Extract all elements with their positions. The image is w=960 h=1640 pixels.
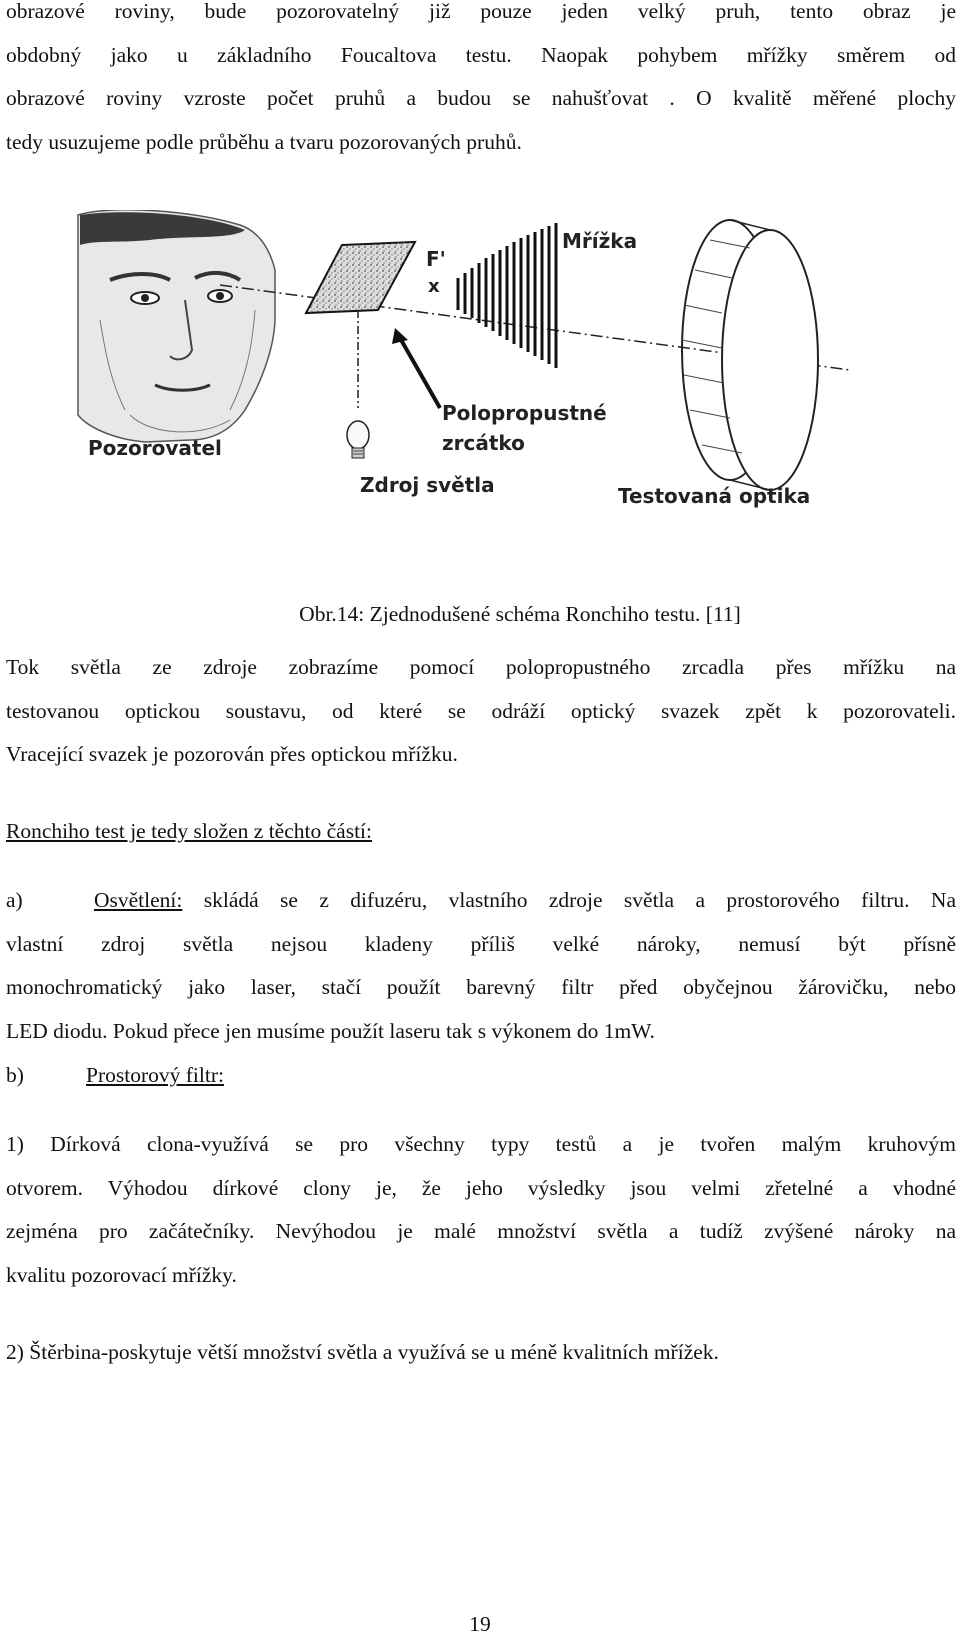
beam-splitter-mirror bbox=[306, 242, 415, 313]
label-observer: Pozorovatel bbox=[88, 436, 222, 460]
ronchi-test-figure bbox=[70, 210, 870, 555]
observer-face-illustration bbox=[78, 210, 275, 442]
label-light-source: Zdroj světla bbox=[360, 473, 495, 497]
light-bulb-icon bbox=[347, 421, 369, 458]
list-item-a bbox=[6, 879, 956, 1053]
list-item-a-line: LED diodu. Pokud přece jen musíme použít laseru tak s výkonem do 1mW. bbox=[6, 1018, 655, 1043]
description-line: Tok světla ze zdroje zobrazíme pomocí polopropustného zrcadla přes mřížku na bbox=[6, 655, 956, 679]
list-item-a-line: vlastní zdroj světla nejsou kladeny příliš velké nároky, nemusí být přísně bbox=[6, 931, 956, 956]
label-grating: Mřížka bbox=[562, 229, 638, 253]
intro-line: obrazové roviny, bude pozorovatelný již pouze jeden velký pruh, tento obraz je bbox=[6, 0, 956, 23]
section-heading bbox=[6, 810, 956, 854]
list-item-1-line: zejména pro začátečníky. Nevýhodou je malé množství světla a tudíž zvýšené nároky na bbox=[6, 1219, 956, 1243]
list-marker-b: b) bbox=[6, 1063, 24, 1087]
label-mirror-line2: zrcátko bbox=[442, 431, 525, 455]
list-item-a-title: Osvětlení: bbox=[94, 888, 183, 912]
list-item-b-title: Prostorový filtr: bbox=[86, 1063, 224, 1087]
description-line: testovanou optickou soustavu, od které se odráží optický svazek zpět k pozorovateli. bbox=[6, 698, 956, 723]
list-item-1 bbox=[6, 1123, 956, 1297]
intro-line: obrazové roviny vzroste počet pruhů a budou se nahušťovat . O kvalitě měřené plochy bbox=[6, 86, 956, 110]
list-marker-a: a) bbox=[6, 888, 23, 912]
tested-optics-lens bbox=[682, 220, 818, 490]
list-item-1-line: otvorem. Výhodou dírkové clony je, že jeho výsledky jsou velmi zřetelné a vhodné bbox=[6, 1175, 956, 1200]
label-tested-optics: Testovaná optika bbox=[618, 484, 811, 508]
list-item-a-text: skládá se z difuzéru, vlastního zdroje světla a prostorového filtru. Na bbox=[182, 888, 956, 912]
label-focus: F' bbox=[426, 247, 446, 271]
list-item-1-line: 1) Dírková clona-využívá se pro všechny typy testů a je tvořen malým kruhovým bbox=[6, 1132, 956, 1156]
page-number: 19 bbox=[469, 1612, 491, 1636]
mirror-pointer-arrow bbox=[392, 328, 440, 408]
grating-illustration bbox=[458, 223, 556, 368]
intro-line: obdobný jako u základního Foucaltova testu. Naopak pohybem mřížky směrem od bbox=[6, 42, 956, 67]
description-line: Vracející svazek je pozorován přes optickou mřížku. bbox=[6, 742, 458, 766]
intro-line: tedy usuzujeme podle průběhu a tvaru pozorovaných pruhů. bbox=[6, 129, 522, 154]
description-paragraph bbox=[6, 646, 956, 777]
list-item-1-line: kvalitu pozorovací mřížky. bbox=[6, 1262, 237, 1287]
list-item-a-first-line bbox=[6, 879, 956, 923]
list-item-b bbox=[6, 1054, 956, 1098]
ronchi-diagram bbox=[70, 210, 870, 555]
label-focus-mark: x bbox=[428, 276, 440, 297]
section-heading-text: Ronchiho test je tedy složen z těchto částí: bbox=[6, 819, 372, 843]
list-item-a-line: monochromatický jako laser, stačí použít barevný filtr před obyčejnou žárovičku, nebo bbox=[6, 975, 956, 999]
intro-paragraph bbox=[6, 0, 956, 164]
list-item-2 bbox=[6, 1331, 956, 1375]
list-item-b-line bbox=[6, 1054, 956, 1098]
list-item-2-line: 2) Štěrbina-poskytuje větší množství světla a využívá se u méně kvalitních mřížek. bbox=[6, 1340, 719, 1364]
figure-caption: Obr.14: Zjednodušené schéma Ronchiho testu. [11] bbox=[299, 602, 741, 626]
label-mirror-line1: Polopropustné bbox=[442, 401, 607, 425]
